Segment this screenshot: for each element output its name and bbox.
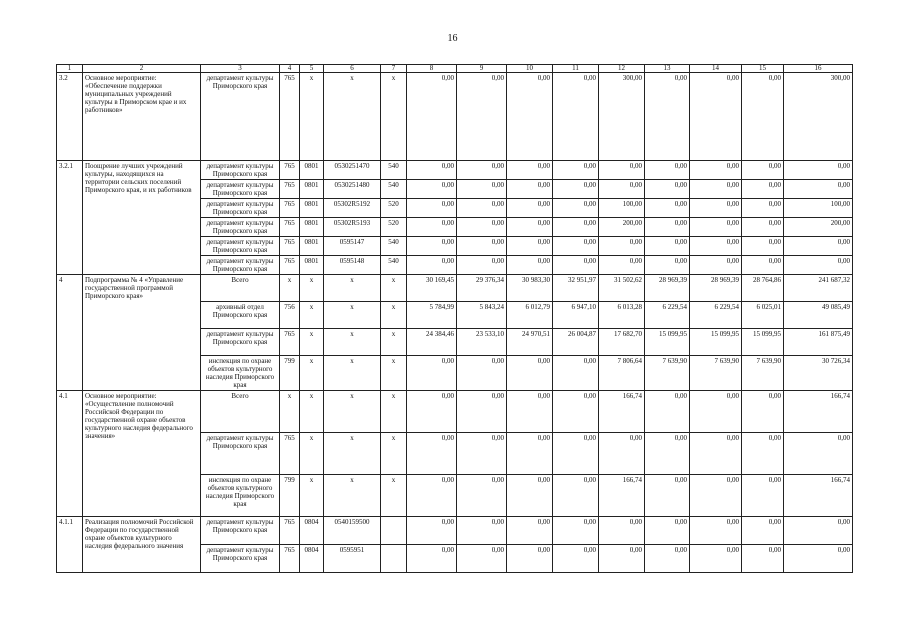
year-value-cell: 7 639,90 — [742, 356, 784, 391]
expense-type-cell: х — [381, 73, 407, 161]
executor-cell: архивный отдел Приморского края — [201, 302, 280, 329]
total-value-cell: 300,00 — [784, 73, 853, 161]
expense-type-cell: 540 — [381, 237, 407, 256]
year-value-cell: 0,00 — [507, 517, 553, 545]
total-value-cell: 0,00 — [784, 517, 853, 545]
year-value-cell: 0,00 — [457, 256, 507, 275]
column-number: 4 — [280, 65, 300, 73]
target-article-cell: 0530251480 — [324, 180, 381, 199]
column-number: 2 — [83, 65, 201, 73]
year-value-cell: 0,00 — [553, 517, 599, 545]
executor-cell: департамент культуры Приморского края — [201, 180, 280, 199]
total-value-cell: 0,00 — [784, 545, 853, 573]
year-value-cell: 15 099,95 — [690, 329, 742, 356]
table-row — [57, 391, 853, 433]
total-value-cell: 0,00 — [784, 256, 853, 275]
year-value-cell: 0,00 — [742, 237, 784, 256]
expense-type-cell — [381, 517, 407, 545]
target-article-cell: х — [324, 329, 381, 356]
year-value-cell: 0,00 — [553, 218, 599, 237]
section-code-cell: х — [300, 475, 324, 517]
expense-type-cell: 540 — [381, 256, 407, 275]
year-value-cell: 0,00 — [457, 218, 507, 237]
year-value-cell: 6 947,10 — [553, 302, 599, 329]
expense-type-cell: х — [381, 391, 407, 433]
year-value-cell: 0,00 — [599, 237, 645, 256]
section-code-cell: х — [300, 433, 324, 475]
ministry-code-cell: 765 — [280, 180, 300, 199]
column-number: 1 — [57, 65, 83, 73]
year-value-cell: 0,00 — [553, 356, 599, 391]
year-value-cell: 23 533,10 — [457, 329, 507, 356]
total-value-cell: 0,00 — [784, 161, 853, 180]
year-value-cell: 0,00 — [553, 545, 599, 573]
year-value-cell: 6 229,54 — [690, 302, 742, 329]
total-value-cell: 241 687,32 — [784, 275, 853, 302]
year-value-cell: 0,00 — [407, 433, 457, 475]
year-value-cell: 0,00 — [742, 517, 784, 545]
year-value-cell: 0,00 — [457, 199, 507, 218]
executor-cell: департамент культуры Приморского края — [201, 73, 280, 161]
executor-cell: департамент культуры Приморского края — [201, 161, 280, 180]
total-value-cell: 49 085,49 — [784, 302, 853, 329]
year-value-cell: 0,00 — [645, 180, 690, 199]
year-value-cell: 0,00 — [742, 180, 784, 199]
table-row — [57, 275, 853, 302]
year-value-cell: 0,00 — [507, 199, 553, 218]
year-value-cell: 7 639,90 — [690, 356, 742, 391]
item-title: Основное мероприятие: «Осуществление полномочий Российской Федерации по государственной охране объектов культурного наследия федерального значения» — [83, 391, 201, 517]
year-value-cell: 0,00 — [742, 256, 784, 275]
year-value-cell: 31 502,62 — [599, 275, 645, 302]
target-article-cell: 0530251470 — [324, 161, 381, 180]
table-row — [57, 517, 853, 545]
table-body — [57, 65, 853, 573]
year-value-cell: 0,00 — [690, 517, 742, 545]
year-value-cell: 0,00 — [407, 545, 457, 573]
target-article-cell: х — [324, 475, 381, 517]
section-code-cell: 0804 — [300, 545, 324, 573]
year-value-cell: 6 013,28 — [599, 302, 645, 329]
year-value-cell: 0,00 — [457, 433, 507, 475]
year-value-cell: 0,00 — [457, 73, 507, 161]
year-value-cell: 0,00 — [457, 356, 507, 391]
column-number: 11 — [553, 65, 599, 73]
year-value-cell: 0,00 — [553, 433, 599, 475]
year-value-cell: 0,00 — [553, 256, 599, 275]
target-article-cell: 0595148 — [324, 256, 381, 275]
column-number: 8 — [407, 65, 457, 73]
year-value-cell: 0,00 — [457, 545, 507, 573]
ministry-code-cell: 799 — [280, 475, 300, 517]
year-value-cell: 17 682,70 — [599, 329, 645, 356]
year-value-cell: 0,00 — [407, 517, 457, 545]
year-value-cell: 26 004,87 — [553, 329, 599, 356]
column-number: 6 — [324, 65, 381, 73]
year-value-cell: 15 099,95 — [742, 329, 784, 356]
year-value-cell: 0,00 — [507, 180, 553, 199]
year-value-cell: 29 376,34 — [457, 275, 507, 302]
executor-cell: департамент культуры Приморского края — [201, 433, 280, 475]
year-value-cell: 0,00 — [507, 161, 553, 180]
expense-type-cell: х — [381, 275, 407, 302]
target-article-cell: 0540159500 — [324, 517, 381, 545]
total-value-cell: 161 875,49 — [784, 329, 853, 356]
year-value-cell: 0,00 — [742, 545, 784, 573]
item-title: Реализация полномочий Российской Федерации по государственной охране объектов культурного наследия федерального значения — [83, 517, 201, 573]
year-value-cell: 0,00 — [553, 180, 599, 199]
item-code: 3.2.1 — [57, 161, 83, 275]
year-value-cell: 7 806,64 — [599, 356, 645, 391]
year-value-cell: 0,00 — [690, 433, 742, 475]
ministry-code-cell: 765 — [280, 73, 300, 161]
executor-cell: департамент культуры Приморского края — [201, 256, 280, 275]
column-number: 12 — [599, 65, 645, 73]
year-value-cell: 0,00 — [645, 517, 690, 545]
year-value-cell: 0,00 — [742, 391, 784, 433]
expense-type-cell: х — [381, 302, 407, 329]
year-value-cell: 0,00 — [407, 218, 457, 237]
year-value-cell: 0,00 — [457, 475, 507, 517]
ministry-code-cell: 765 — [280, 199, 300, 218]
year-value-cell: 0,00 — [457, 237, 507, 256]
expense-type-cell: 520 — [381, 218, 407, 237]
year-value-cell: 0,00 — [407, 356, 457, 391]
year-value-cell: 0,00 — [645, 161, 690, 180]
expense-type-cell: 540 — [381, 180, 407, 199]
year-value-cell: 0,00 — [690, 545, 742, 573]
section-code-cell: 0801 — [300, 199, 324, 218]
year-value-cell: 0,00 — [742, 433, 784, 475]
year-value-cell: 166,74 — [599, 475, 645, 517]
year-value-cell: 0,00 — [507, 475, 553, 517]
year-value-cell: 0,00 — [742, 161, 784, 180]
budget-table — [56, 64, 853, 573]
target-article-cell: х — [324, 275, 381, 302]
section-code-cell: х — [300, 391, 324, 433]
year-value-cell: 0,00 — [645, 73, 690, 161]
expense-type-cell: х — [381, 475, 407, 517]
year-value-cell: 15 099,95 — [645, 329, 690, 356]
item-title: Подпрограмма № 4 «Управление государственной программой Приморского края» — [83, 275, 201, 391]
expense-type-cell: х — [381, 356, 407, 391]
year-value-cell: 0,00 — [690, 199, 742, 218]
ministry-code-cell: 765 — [280, 433, 300, 475]
year-value-cell: 0,00 — [507, 73, 553, 161]
year-value-cell: 0,00 — [507, 356, 553, 391]
year-value-cell: 300,00 — [599, 73, 645, 161]
target-article-cell: х — [324, 73, 381, 161]
year-value-cell: 0,00 — [645, 433, 690, 475]
total-value-cell: 0,00 — [784, 180, 853, 199]
year-value-cell: 200,00 — [599, 218, 645, 237]
year-value-cell: 0,00 — [599, 256, 645, 275]
executor-cell: департамент культуры Приморского края — [201, 545, 280, 573]
year-value-cell: 0,00 — [457, 180, 507, 199]
executor-cell: департамент культуры Приморского края — [201, 199, 280, 218]
item-code: 4 — [57, 275, 83, 391]
expense-type-cell: х — [381, 433, 407, 475]
section-code-cell: х — [300, 329, 324, 356]
year-value-cell: 6 229,54 — [645, 302, 690, 329]
year-value-cell: 7 639,90 — [645, 356, 690, 391]
target-article-cell: 0595951 — [324, 545, 381, 573]
year-value-cell: 0,00 — [457, 391, 507, 433]
year-value-cell: 0,00 — [645, 256, 690, 275]
year-value-cell: 0,00 — [407, 256, 457, 275]
target-article-cell: х — [324, 356, 381, 391]
executor-cell: инспекция по охране объектов культурного наследия Приморского края — [201, 475, 280, 517]
year-value-cell: 6 012,79 — [507, 302, 553, 329]
column-number: 15 — [742, 65, 784, 73]
section-code-cell: 0801 — [300, 256, 324, 275]
expense-type-cell: х — [381, 329, 407, 356]
year-value-cell: 0,00 — [507, 218, 553, 237]
section-code-cell: 0801 — [300, 180, 324, 199]
year-value-cell: 28 969,39 — [690, 275, 742, 302]
year-value-cell: 30 169,45 — [407, 275, 457, 302]
executor-cell: Всего — [201, 275, 280, 302]
executor-cell: департамент культуры Приморского края — [201, 237, 280, 256]
column-number: 5 — [300, 65, 324, 73]
expense-type-cell — [381, 545, 407, 573]
year-value-cell: 28 969,39 — [645, 275, 690, 302]
column-number: 10 — [507, 65, 553, 73]
year-value-cell: 0,00 — [507, 256, 553, 275]
year-value-cell: 0,00 — [507, 545, 553, 573]
section-code-cell: х — [300, 356, 324, 391]
year-value-cell: 32 951,97 — [553, 275, 599, 302]
year-value-cell: 0,00 — [407, 237, 457, 256]
ministry-code-cell: 765 — [280, 329, 300, 356]
year-value-cell: 0,00 — [690, 391, 742, 433]
executor-cell: департамент культуры Приморского края — [201, 329, 280, 356]
target-article-cell: 05302R5192 — [324, 199, 381, 218]
total-value-cell: 166,74 — [784, 475, 853, 517]
year-value-cell: 0,00 — [407, 73, 457, 161]
executor-cell: департамент культуры Приморского края — [201, 517, 280, 545]
year-value-cell: 0,00 — [407, 180, 457, 199]
year-value-cell: 0,00 — [645, 545, 690, 573]
year-value-cell: 0,00 — [553, 73, 599, 161]
table-row — [57, 73, 853, 161]
ministry-code-cell: х — [280, 275, 300, 302]
year-value-cell: 100,00 — [599, 199, 645, 218]
ministry-code-cell: 765 — [280, 256, 300, 275]
page-number: 16 — [447, 33, 458, 44]
year-value-cell: 24 970,51 — [507, 329, 553, 356]
item-code: 3.2 — [57, 73, 83, 161]
expense-type-cell: 540 — [381, 161, 407, 180]
year-value-cell: 0,00 — [690, 237, 742, 256]
item-title: Основное мероприятие: «Обеспечение поддержки муниципальных учреждений культуры в Приморском крае и их работников» — [83, 73, 201, 161]
year-value-cell: 0,00 — [645, 391, 690, 433]
executor-cell: департамент культуры Приморского края — [201, 218, 280, 237]
year-value-cell: 0,00 — [645, 475, 690, 517]
year-value-cell: 0,00 — [690, 475, 742, 517]
section-code-cell: х — [300, 275, 324, 302]
target-article-cell: х — [324, 391, 381, 433]
year-value-cell: 0,00 — [690, 218, 742, 237]
executor-cell: Всего — [201, 391, 280, 433]
ministry-code-cell: х — [280, 391, 300, 433]
year-value-cell: 5 784,99 — [407, 302, 457, 329]
year-value-cell: 0,00 — [690, 180, 742, 199]
item-title: Поощрение лучших учреждений культуры, находящихся на территории сельских поселений Приморского края, и их работников — [83, 161, 201, 275]
ministry-code-cell: 765 — [280, 237, 300, 256]
section-code-cell: 0804 — [300, 517, 324, 545]
target-article-cell: х — [324, 433, 381, 475]
year-value-cell: 0,00 — [599, 433, 645, 475]
year-value-cell: 0,00 — [645, 237, 690, 256]
ministry-code-cell: 765 — [280, 545, 300, 573]
total-value-cell: 100,00 — [784, 199, 853, 218]
year-value-cell: 0,00 — [507, 433, 553, 475]
section-code-cell: 0801 — [300, 237, 324, 256]
column-number: 16 — [784, 65, 853, 73]
year-value-cell: 166,74 — [599, 391, 645, 433]
year-value-cell: 0,00 — [690, 161, 742, 180]
section-code-cell: 0801 — [300, 218, 324, 237]
item-code: 4.1.1 — [57, 517, 83, 573]
total-value-cell: 166,74 — [784, 391, 853, 433]
expense-type-cell: 520 — [381, 199, 407, 218]
column-number-row — [57, 65, 853, 73]
ministry-code-cell: 799 — [280, 356, 300, 391]
year-value-cell: 0,00 — [690, 256, 742, 275]
year-value-cell: 0,00 — [553, 237, 599, 256]
target-article-cell: 05302R5193 — [324, 218, 381, 237]
year-value-cell: 0,00 — [599, 545, 645, 573]
year-value-cell: 0,00 — [742, 475, 784, 517]
ministry-code-cell: 765 — [280, 517, 300, 545]
total-value-cell: 0,00 — [784, 237, 853, 256]
total-value-cell: 200,00 — [784, 218, 853, 237]
year-value-cell: 0,00 — [645, 218, 690, 237]
year-value-cell: 6 025,01 — [742, 302, 784, 329]
year-value-cell: 0,00 — [553, 161, 599, 180]
year-value-cell: 24 384,46 — [407, 329, 457, 356]
year-value-cell: 0,00 — [507, 237, 553, 256]
column-number: 14 — [690, 65, 742, 73]
ministry-code-cell: 765 — [280, 161, 300, 180]
column-number: 7 — [381, 65, 407, 73]
year-value-cell: 0,00 — [599, 180, 645, 199]
section-code-cell: 0801 — [300, 161, 324, 180]
column-number: 3 — [201, 65, 280, 73]
total-value-cell: 30 726,34 — [784, 356, 853, 391]
year-value-cell: 0,00 — [742, 199, 784, 218]
year-value-cell: 28 764,86 — [742, 275, 784, 302]
section-code-cell: х — [300, 302, 324, 329]
year-value-cell: 0,00 — [690, 73, 742, 161]
target-article-cell: 0595147 — [324, 237, 381, 256]
year-value-cell: 30 983,30 — [507, 275, 553, 302]
executor-cell: инспекция по охране объектов культурного наследия Приморского края — [201, 356, 280, 391]
year-value-cell: 0,00 — [457, 161, 507, 180]
year-value-cell: 0,00 — [742, 73, 784, 161]
ministry-code-cell: 756 — [280, 302, 300, 329]
ministry-code-cell: 765 — [280, 218, 300, 237]
year-value-cell: 0,00 — [407, 391, 457, 433]
year-value-cell: 0,00 — [407, 475, 457, 517]
year-value-cell: 0,00 — [507, 391, 553, 433]
total-value-cell: 0,00 — [784, 433, 853, 475]
column-number: 13 — [645, 65, 690, 73]
year-value-cell: 0,00 — [553, 391, 599, 433]
year-value-cell: 5 843,24 — [457, 302, 507, 329]
year-value-cell: 0,00 — [553, 475, 599, 517]
year-value-cell: 0,00 — [407, 199, 457, 218]
column-number: 9 — [457, 65, 507, 73]
year-value-cell: 0,00 — [599, 517, 645, 545]
year-value-cell: 0,00 — [553, 199, 599, 218]
year-value-cell: 0,00 — [645, 199, 690, 218]
year-value-cell: 0,00 — [599, 161, 645, 180]
item-code: 4.1 — [57, 391, 83, 517]
year-value-cell: 0,00 — [742, 218, 784, 237]
year-value-cell: 0,00 — [457, 517, 507, 545]
target-article-cell: х — [324, 302, 381, 329]
table-row — [57, 161, 853, 180]
section-code-cell: х — [300, 73, 324, 161]
year-value-cell: 0,00 — [407, 161, 457, 180]
